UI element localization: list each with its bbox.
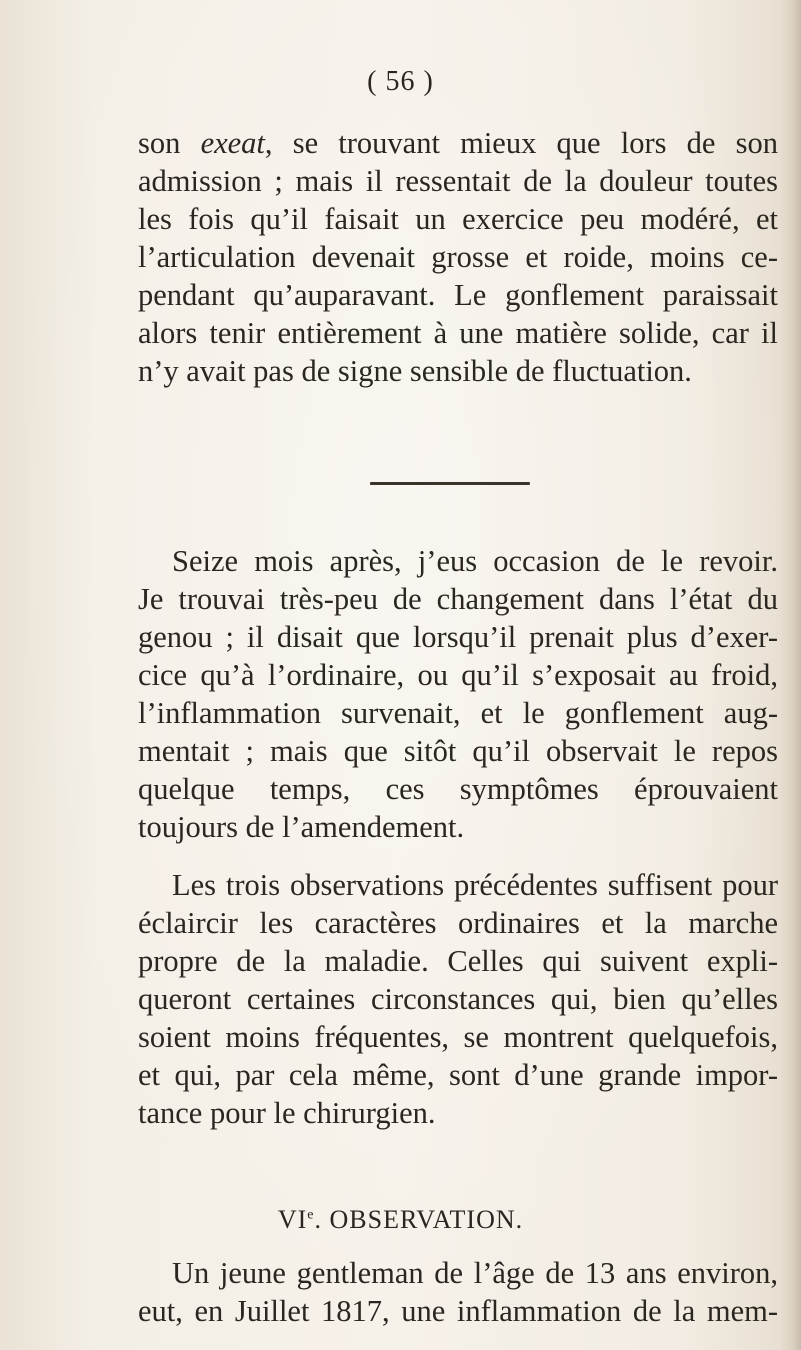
text-line: les fois qu’il faisait un exercice peu modéré, et (138, 202, 778, 236)
text-line: genou ; il disait que lorsqu’il prenait plus d’exer- (138, 620, 778, 654)
text-line: soient moins fréquentes, se montrent quelquefois, (138, 1020, 778, 1054)
text-line: n’y avait pas de signe sensible de fluctuation. (138, 354, 692, 388)
page-number: ( 56 ) (367, 66, 434, 97)
observation-heading: VIe. OBSERVATION. (277, 1205, 524, 1234)
text-line: Seize mois après, j’eus occasion de le revoir. (172, 544, 778, 578)
section-divider (370, 482, 530, 485)
text-line: propre de la maladie. Celles qui suivent expli- (138, 944, 778, 978)
text-line: l’articulation devenait grosse et roide, moins ce- (138, 240, 778, 274)
text-line: alors tenir entièrement à une matière solide, car il (138, 316, 778, 350)
page-edge-shadow (779, 0, 801, 1350)
italic-word: exeat (200, 126, 265, 160)
text-line: son exeat, se trouvant mieux que lors de son (138, 126, 779, 160)
text-line: pendant qu’auparavant. Le gonflement paraissait (138, 278, 778, 312)
text-line: queront certaines circonstances qui, bien qu’elles (138, 982, 778, 1016)
text-line: Les trois observations précédentes suffisent pour (172, 868, 778, 902)
text-line: eut, en Juillet 1817, une inflammation de la mem- (138, 1294, 778, 1328)
text-line: Un jeune gentleman de l’âge de 13 ans environ, (172, 1256, 778, 1290)
text-line: Je trouvai très-peu de changement dans l’état du (138, 582, 778, 616)
text-line: éclaircir les caractères ordinaires et la marche (138, 906, 778, 940)
text-line: toujours de l’amendement. (138, 810, 465, 844)
text-line: tance pour le chirurgien. (138, 1096, 436, 1130)
text-line: cice qu’à l’ordinaire, ou qu’il s’exposait au froid, (138, 658, 778, 692)
text-line: quelque temps, ces symptômes éprouvaient (138, 772, 778, 806)
text-line: mentait ; mais que sitôt qu’il observait le repos (138, 734, 778, 768)
text-line: et qui, par cela même, sont d’une grande impor- (138, 1058, 778, 1092)
text-line: admission ; mais il ressentait de la douleur toutes (138, 164, 778, 198)
text-line: l’inflammation survenait, et le gonflement aug- (138, 696, 778, 730)
